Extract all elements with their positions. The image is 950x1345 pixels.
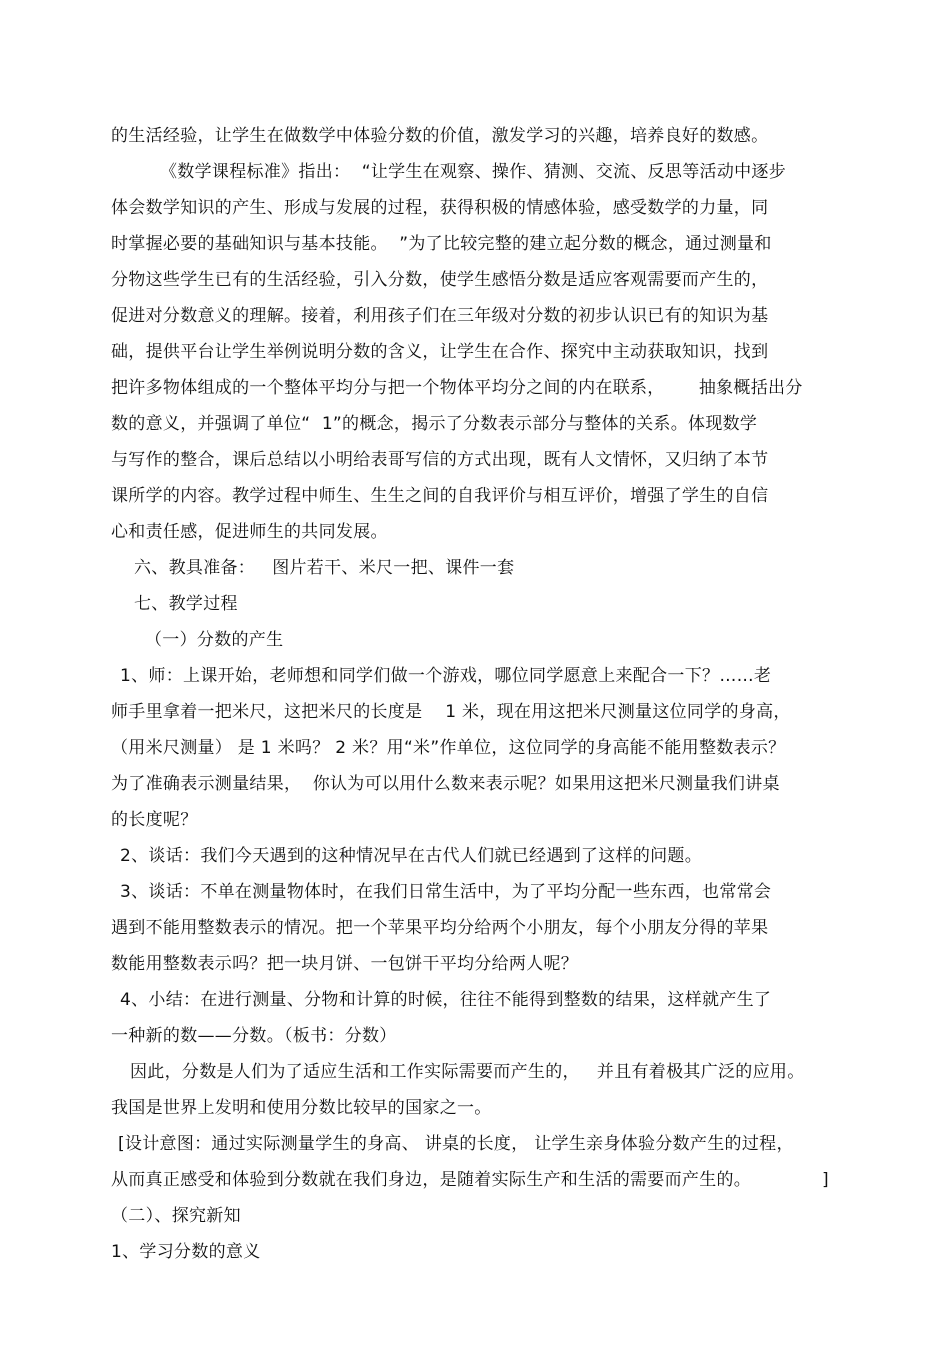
subsection-heading: （二）、探究新知 [111,1206,241,1226]
text-line: 分物这些学生已有的生活经验，引入分数，使学生感悟分数是适应客观需要而产生的， [111,270,769,290]
text-line: 遇到不能用整数表示的情况。把一个苹果平均分给两个小朋友，每个小朋友分得的苹果 [111,918,769,938]
text-line: 2、谈话：我们今天遇到的这种情况早在古代人们就已经遇到了这样的问题。 [120,846,703,866]
subsection-heading: （一）分数的产生 [145,630,284,650]
text-line: 的生活经验，让学生在做数学中体验分数的价值，激发学习的兴趣，培养良好的数感。 [111,126,769,146]
text-line: 《数学课程标准》指出： “让学生在观察、操作、猜测、交流、反思等活动中逐步 [160,162,787,182]
text-line: 数能用整数表示吗？把一块月饼、一包饼干平均分给两人呢？ [111,954,579,974]
section-heading: 六、教具准备： 图片若干、米尺一把、课件一套 [134,558,515,578]
text-line: 我国是世界上发明和使用分数比较早的国家之一。 [111,1098,492,1118]
text-line: 一种新的数——分数。（板书：分数） [111,1026,397,1046]
text-line: 心和责任感，促进师生的共同发展。 [111,522,388,542]
section-heading: 七、教学过程 [134,594,238,614]
text-line: 3、谈话：不单在测量物体时，在我们日常生活中，为了平均分配一些东西，也常常会 [120,882,772,902]
text-line: 础，提供平台让学生举例说明分数的含义，让学生在合作、探究中主动获取知识，找到 [111,342,769,362]
text-line: 体会数学知识的产生、形成与发展的过程，获得积极的情感体验，感受数学的力量，同 [111,198,769,218]
text-line: 时掌握必要的基础知识与基本技能。 ”为了比较完整的建立起分数的概念，通过测量和 [111,234,772,254]
design-intent-note: 从而真正感受和体验到分数就在我们身边，是随着实际生产和生活的需要而产生的。 [111,1170,752,1190]
text-line: 师手里拿着一把米尺，这把米尺的长度是 1 米，现在用这把米尺测量这位同学的身高， [111,702,791,722]
text-line: （用米尺测量） 是 1 米吗？ 2 米？用“米”作单位，这位同学的身高能不能用整数表示？ [111,738,786,758]
closing-bracket: ] [822,1170,829,1190]
text-line: 课所学的内容。教学过程中师生、生生之间的自我评价与相互评价，增强了学生的自信 [111,486,769,506]
text-line: 把许多物体组成的一个整体平均分与把一个物体平均分之间的内在联系， 抽象概括出分 [111,378,803,398]
text-line: 与写作的整合，课后总结以小明给表哥写信的方式出现，既有人文情怀，又归纳了本节 [111,450,769,470]
design-intent-note: [设计意图：通过实际测量学生的身高、 讲桌的长度， 让学生亲身体验分数产生的过程， [118,1134,794,1154]
text-line: 的长度呢？ [111,810,198,830]
text-line: 因此，分数是人们为了适应生活和工作实际需要而产生的， 并且有着极其广泛的应用。 [130,1062,805,1082]
text-line: 为了准确表示测量结果， 你认为可以用什么数来表示呢？如果用这把米尺测量我们讲桌 [111,774,780,794]
text-line: 促进对分数意义的理解。接着，利用孩子们在三年级对分数的初步认识已有的知识为基 [111,306,769,326]
subsection-heading: 1、学习分数的意义 [111,1242,261,1262]
text-line: 1、师：上课开始，老师想和同学们做一个游戏，哪位同学愿意上来配合一下？……老 [120,666,772,686]
text-line: 数的意义，并强调了单位“ 1”的概念，揭示了分数表示部分与整体的关系。体现数学 [111,414,758,434]
text-line: 4、小结：在进行测量、分物和计算的时候，往往不能得到整数的结果，这样就产生了 [120,990,772,1010]
